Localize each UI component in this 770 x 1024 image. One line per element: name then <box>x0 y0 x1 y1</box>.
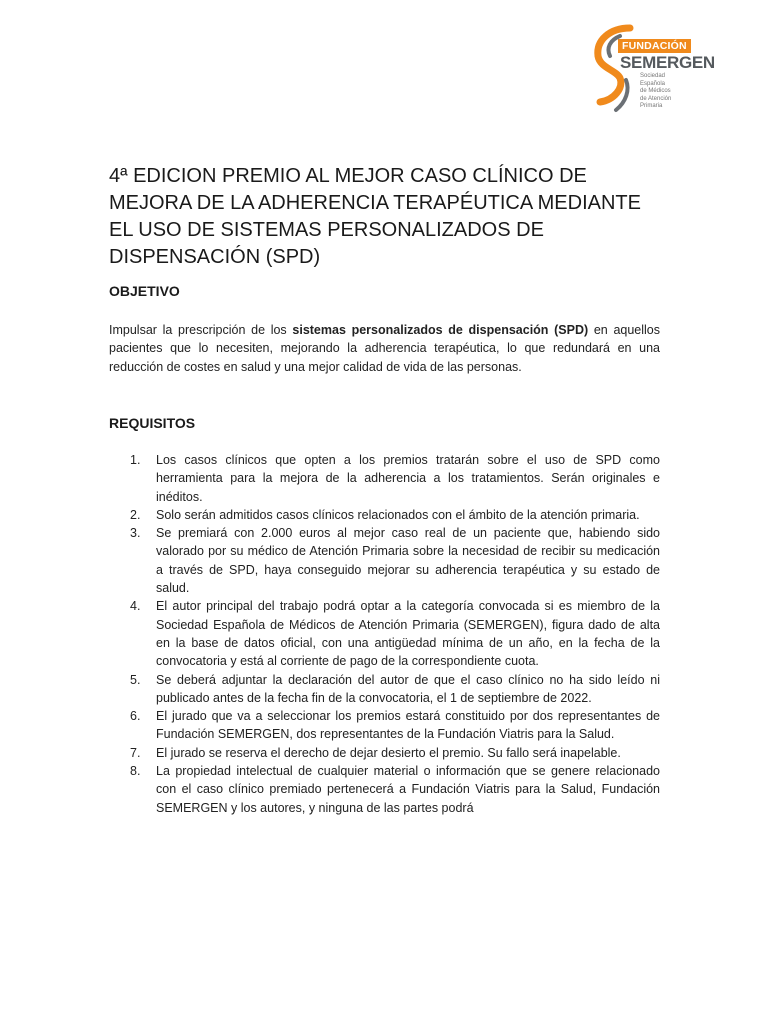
logo-subtitle <box>640 73 680 111</box>
list-item <box>109 506 660 524</box>
list-item-text: El jurado se reserva el derecho de dejar desierto el premio. Su fallo será inapelable. <box>156 745 621 760</box>
list-item-text: Se premiará con 2.000 euros al mejor caso real de un paciente que, habiendo sido valorado por su médico de Atención Primaria sobre la necesidad de recibir su medicación a través de SPD, haya conseguido mejorar su adherencia terapéutica y su estado de salud. <box>156 526 660 596</box>
logo-subtitle-line: Primaria <box>640 103 663 109</box>
list-item-number: 8. <box>130 764 141 779</box>
logo-badge: FUNDACIÓN <box>618 39 691 53</box>
list-item <box>109 762 660 817</box>
list-item-number: 2. <box>130 507 141 522</box>
list-item-text: La propiedad intelectual de cualquier material o información que se genere relacionado con el caso clínico premiado pertenecerá a Fundación Viatris para la Salud, Fundación SEMERGEN y los autores, y ninguna de las partes podrá <box>156 764 660 815</box>
list-item-number: 6. <box>130 709 141 724</box>
requisitos-list <box>109 451 660 817</box>
list-item-text: Se deberá adjuntar la declaración del autor de que el caso clínico no ha sido leído ni publicado antes de la fecha fin de la convocatoria, el 1 de septiembre de 2022. <box>156 672 660 705</box>
list-item-text: El autor principal del trabajo podrá optar a la categoría convocada si es miembro de la Sociedad Española de Médicos de Atención Primaria (SEMERGEN), figura dado de alta en la base de datos oficial, con una antigüedad mínima de un año, en la fecha de la convocatoria y está al corriente de pago de la correspondiente cuota. <box>156 599 660 669</box>
logo-subtitle-line: de Médicos <box>640 88 671 94</box>
logo-subtitle-line: Española <box>640 80 666 87</box>
list-item-number: 5. <box>130 672 141 687</box>
objetivo-text-end: en aquellos pacientes que lo necesiten, mejorando la adherencia terapéutica, lo que redundará en una reducción de costes en salud y una mejor calidad de vida de las personas. <box>109 323 661 374</box>
fundacion-semergen-logo <box>590 22 715 114</box>
list-item-number: 4. <box>130 599 141 614</box>
list-item-number: 1. <box>130 453 141 467</box>
logo-subtitle-line: Sociedad <box>640 73 666 79</box>
list-item <box>109 707 660 744</box>
objetivo-text-start: Impulsar la prescripción de los <box>109 323 293 337</box>
document-title: 4ª EDICION PREMIO AL MEJOR CASO CLÍNICO DE MEJORA DE LA ADHERENCIA TERAPÉUTICA MEDIANTE EL USO DE SISTEMAS PERSONALIZADOS DE DISPENSACIÓN (SPD) <box>109 165 641 268</box>
list-item-text: Los casos clínicos que opten a los premios tratarán sobre el uso de SPD como herramienta para la mejora de la adherencia a los tratamientos. Serán originales e inéditos. <box>156 453 660 504</box>
logo-brand: SEMERGEN <box>620 53 715 72</box>
list-item-text: Solo serán admitidos casos clínicos relacionados con el ámbito de la atención primaria. <box>156 507 640 522</box>
list-item <box>109 597 660 670</box>
list-item <box>109 451 660 506</box>
requisitos-heading: REQUISITOS <box>109 415 196 431</box>
objetivo-text-bold: sistemas personalizados de dispensación (SPD) <box>292 323 589 337</box>
list-item-number: 3. <box>130 526 141 541</box>
list-item <box>109 744 660 762</box>
objetivo-paragraph <box>109 321 660 376</box>
list-item-text: El jurado que va a seleccionar los premios estará constituido por dos representantes de Fundación SEMERGEN, dos representantes de la Fundación Viatris para la Salud. <box>156 709 660 742</box>
list-item <box>109 524 660 597</box>
objetivo-heading: OBJETIVO <box>109 283 180 299</box>
list-item <box>109 671 660 708</box>
logo-subtitle-line: de Atención <box>640 95 672 102</box>
list-item-number: 7. <box>130 745 141 760</box>
